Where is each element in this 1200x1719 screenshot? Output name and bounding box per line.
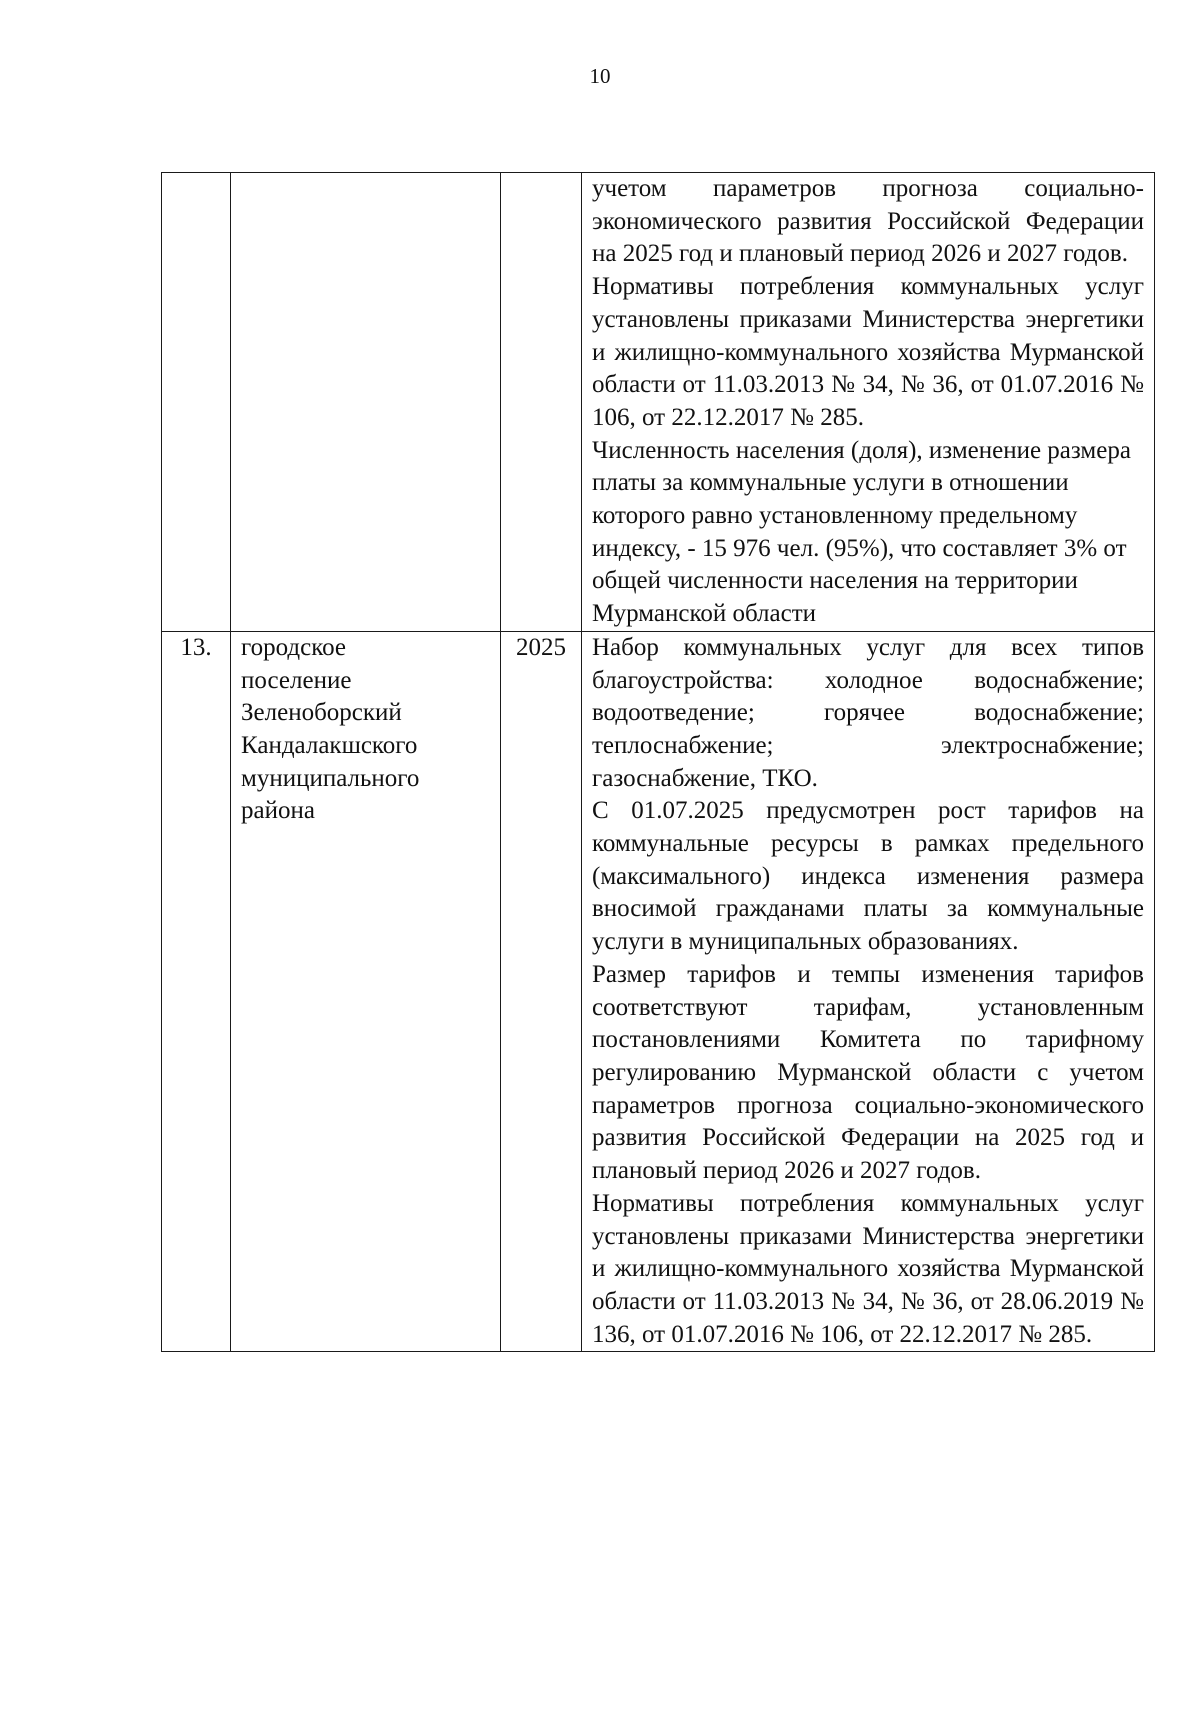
description-cell — [582, 631, 1155, 1351]
description-paragraph: учетом параметров прогноза социально-экономического развития Российской Федерации на 2025 год и плановый период 2026 и 2027 годов. — [592, 175, 1144, 268]
row-number-cell: 13. — [162, 631, 231, 1351]
row-number-cell — [162, 173, 231, 632]
table-row-continuation — [162, 173, 1155, 632]
municipality-cell — [231, 173, 501, 632]
description-paragraph: Размер тарифов и темпы изменения тарифов соответствуют тарифам, установленным постановлениями Комитета по тарифному регулированию Мурманской области с учетом параметров прогноза социально-экономического развития Российской Федерации на 2025 год и плановый период 2026 и 2027 годов. — [592, 960, 1144, 1185]
municipality-cell: городское поселение Зеленоборский Кандалакшского муниципального района — [231, 631, 501, 1351]
page-number: 10 — [589, 64, 611, 88]
year-cell: 2025 — [501, 631, 582, 1351]
data-table — [161, 172, 1155, 1352]
description-paragraph: Численность населения (доля), изменение размера платы за коммунальные услуги в отношении которого равно установленному предельному индексу, - 15 976 чел. (95%), что составляет 3% от общей численности населения на территории Мурманской области — [592, 436, 1131, 628]
description-paragraph: Набор коммунальных услуг для всех типов благоустройства: холодное водоснабжение; водоотведение; горячее водоснабжение; теплоснабжение; электроснабжение; газоснабжение, ТКО. — [592, 633, 1144, 792]
year-cell — [501, 173, 582, 632]
table-row-13 — [162, 631, 1155, 1351]
description-paragraph: Нормативы потребления коммунальных услуг установлены приказами Министерства энергетики и жилищно-коммунального хозяйства Мурманской области от 11.03.2013 № 34, № 36, от 01.07.2016 № 106, от 22.12.2017 № 285. — [592, 273, 1144, 431]
description-paragraph: Нормативы потребления коммунальных услуг установлены приказами Министерства энергетики и жилищно-коммунального хозяйства Мурманской области от 11.03.2013 № 34, № 36, от 28.06.2019 № 136, от 01.07.2016 № 106, от 22.12.2017 № 285. — [592, 1189, 1144, 1348]
description-paragraph: С 01.07.2025 предусмотрен рост тарифов на коммунальные ресурсы в рамках предельного (максимального) индекса изменения размера вносимой гражданами платы за коммунальные услуги в муниципальных образованиях. — [592, 797, 1144, 956]
description-cell — [582, 173, 1155, 632]
